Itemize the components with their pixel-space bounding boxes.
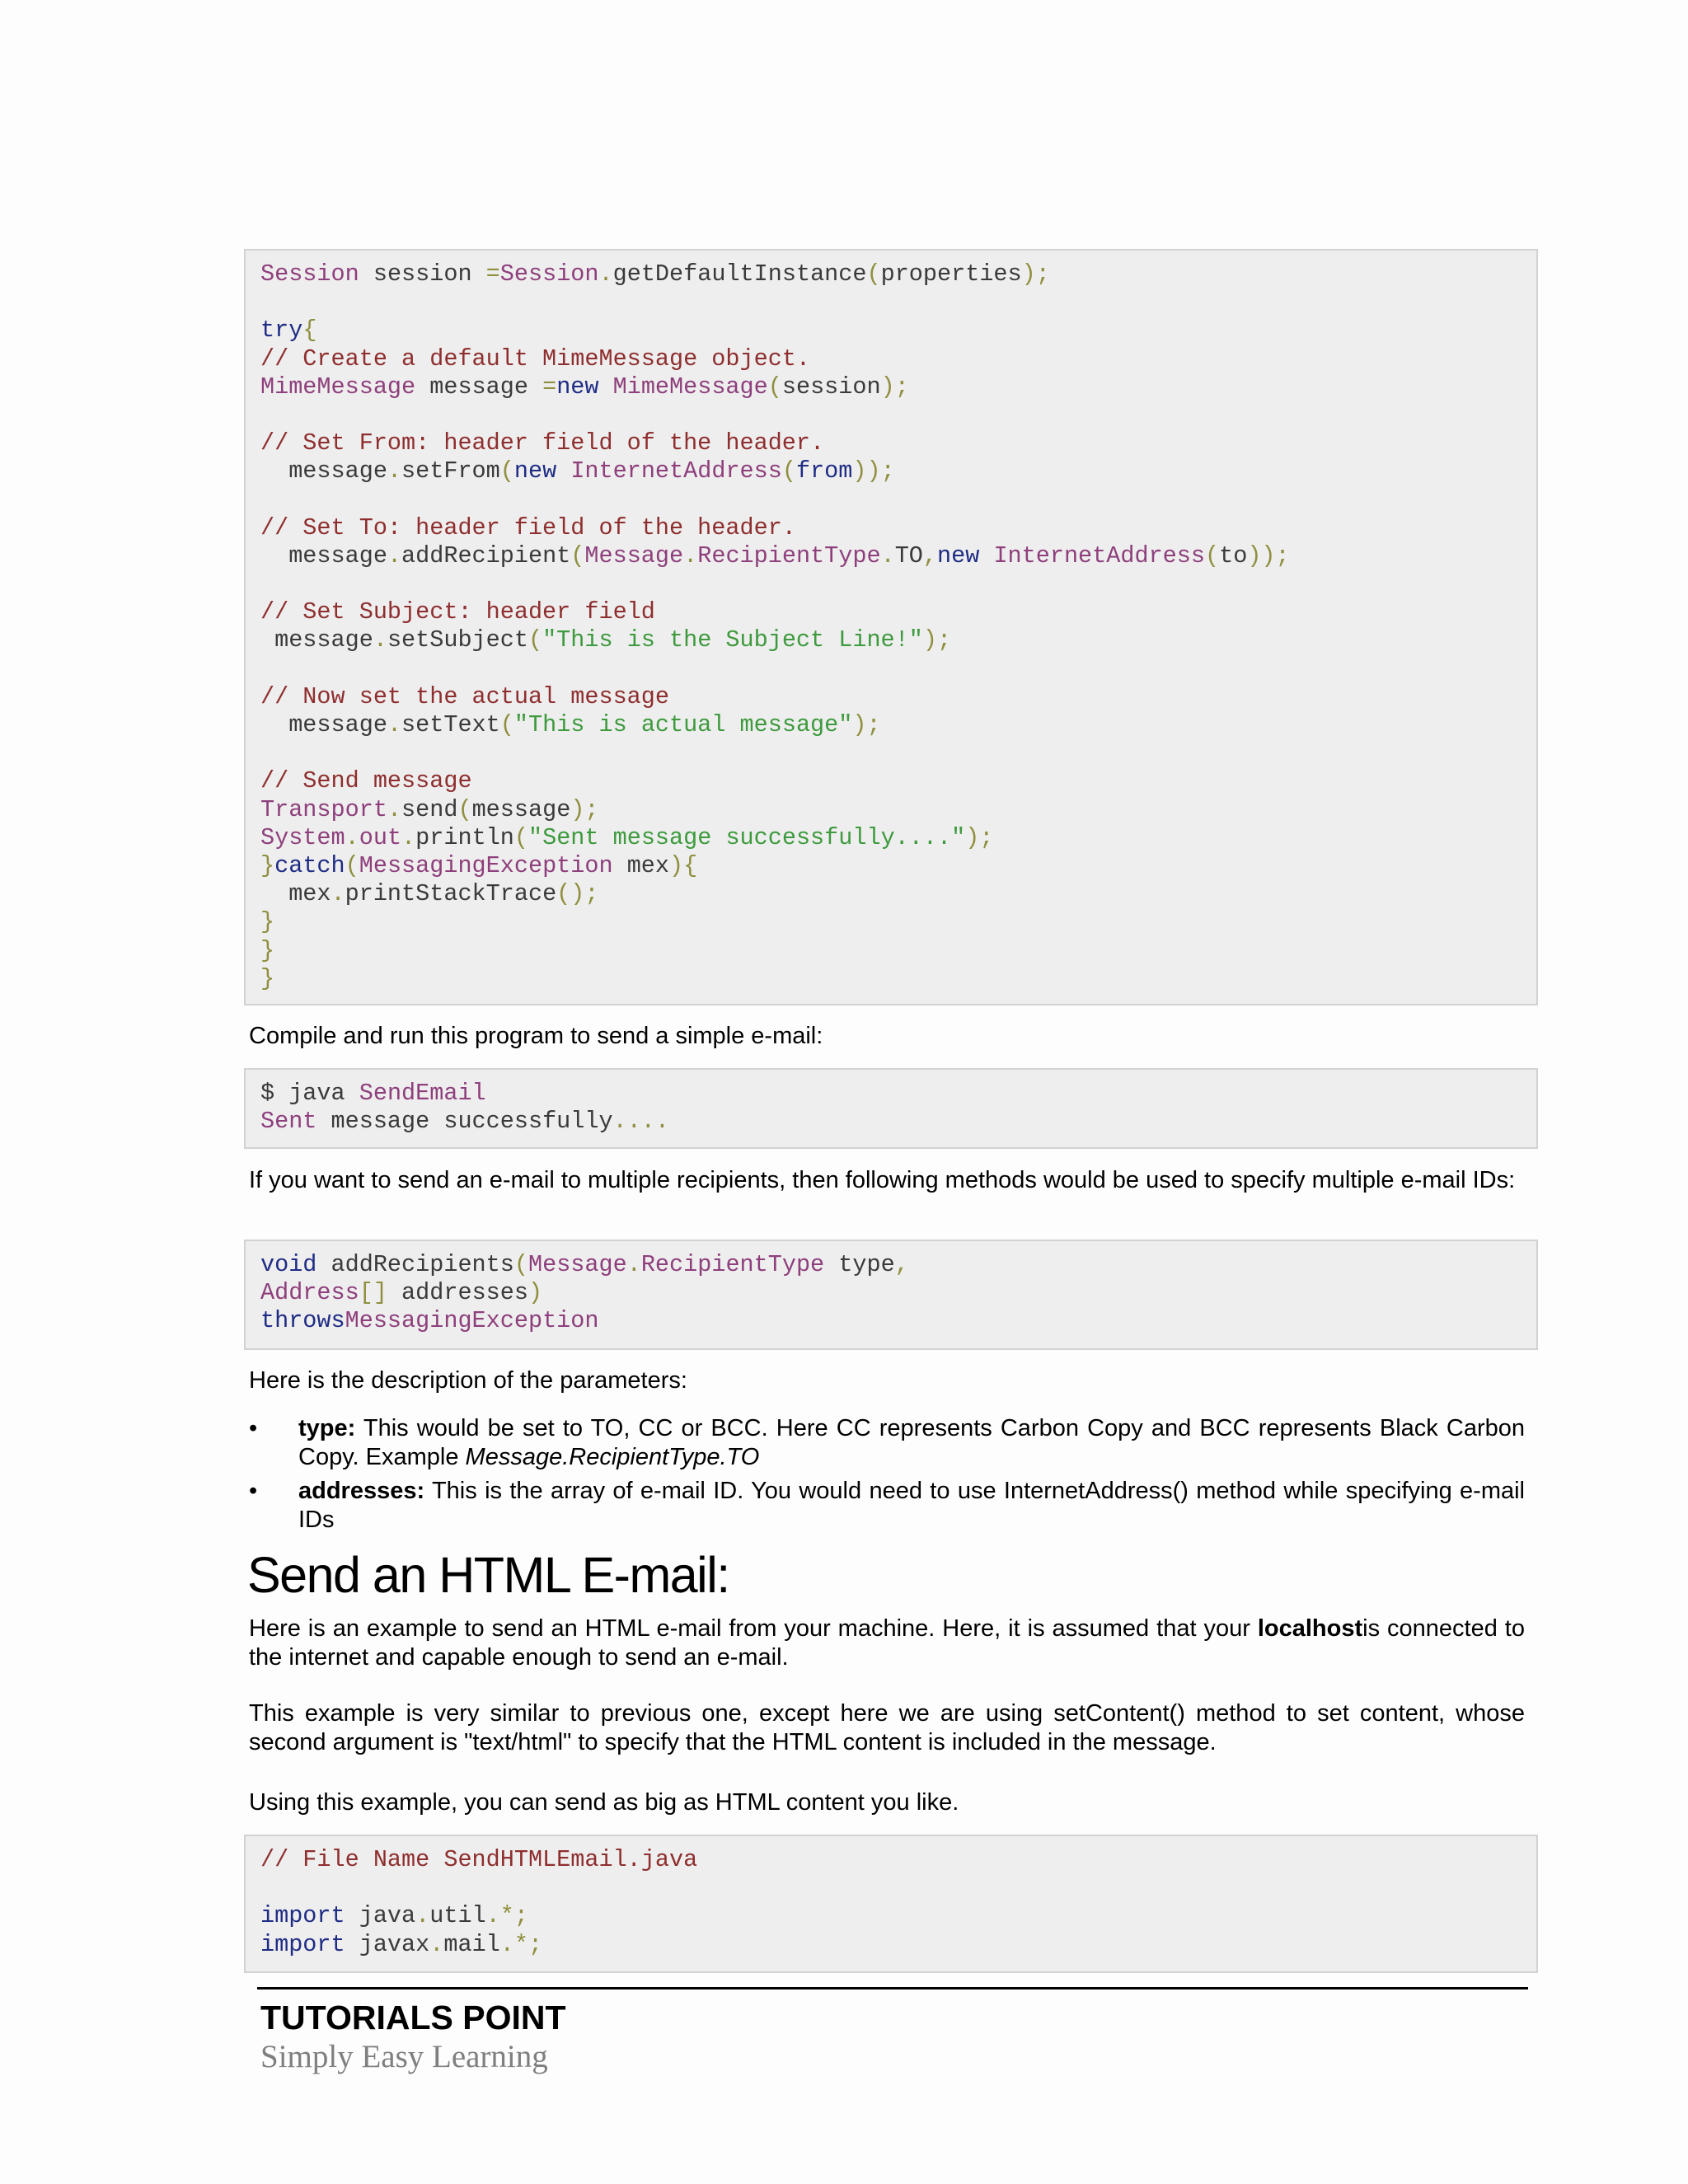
code-token: Message [528, 1251, 627, 1278]
paragraph-similar-example: This example is very similar to previous one, except here we are using setContent() method to set content, whose second argument is "text/html" to specify that the HTML content is included in the message. [249, 1700, 1525, 1755]
html-intro-localhost: localhost [1257, 1615, 1363, 1642]
code-line [260, 288, 1522, 316]
code-line [260, 316, 1522, 344]
code-token: // File Name SendHTMLEmail.java [260, 1846, 698, 1873]
code-token: TO [894, 541, 923, 569]
code-token: "This is actual message" [513, 711, 853, 738]
code-token: Sent [260, 1108, 317, 1136]
code-line [260, 514, 1522, 542]
code-token: . [429, 1930, 444, 1958]
code-token: out [359, 823, 402, 851]
code-token: message [260, 541, 387, 569]
code-token: ); [1021, 260, 1050, 288]
code-token: )); [1247, 541, 1290, 569]
code-token: )); [852, 457, 895, 485]
code-block-run-command [244, 1068, 1538, 1149]
code-token: void [260, 1251, 317, 1278]
code-token: . [415, 1902, 430, 1930]
code-token: . [331, 880, 345, 908]
code-token: from [795, 457, 853, 485]
list-item-addresses [249, 1477, 1525, 1535]
code-token: ) [528, 1279, 543, 1307]
code-token: RecipientType [697, 541, 881, 569]
code-token: ( [513, 1251, 528, 1278]
code-token: message [260, 457, 387, 485]
code-token: ); [880, 373, 909, 401]
code-token: ( [513, 823, 528, 851]
code-token: , [922, 541, 938, 569]
paragraph-params-intro: Here is the description of the parameters: [249, 1367, 687, 1394]
code-token: ); [922, 626, 952, 654]
code-line [260, 486, 1522, 514]
code-token: { [302, 316, 317, 344]
code-token: ( [528, 626, 543, 654]
html-intro-text-b: is connected to the internet and capable enough to send an e-mail. [249, 1615, 1525, 1671]
code-token: $ java [260, 1080, 359, 1107]
code-token: . [387, 711, 402, 738]
code-token: . [373, 626, 387, 654]
code-token: // Send message [260, 767, 472, 795]
code-token: . [387, 541, 402, 569]
code-token: = [542, 373, 557, 401]
code-token: // Create a default MimeMessage object. [260, 344, 811, 373]
code-token: throws [260, 1307, 345, 1335]
code-token: to [1219, 541, 1248, 569]
footer-tagline: Simply Easy Learning [260, 2039, 548, 2074]
code-token: addRecipients [316, 1251, 514, 1278]
code-line [260, 852, 1522, 880]
code-token: } [260, 851, 275, 879]
code-token: ( [345, 851, 359, 879]
code-token: message [471, 795, 571, 823]
code-token: ( [499, 711, 514, 738]
code-token: new [937, 541, 980, 569]
code-line [260, 1251, 1522, 1279]
code-line [260, 908, 1522, 936]
code-line [260, 711, 1522, 739]
code-token: type [824, 1251, 895, 1278]
code-line [260, 1279, 1522, 1307]
code-token: } [260, 908, 275, 936]
code-line [260, 1108, 1522, 1136]
code-token: . [626, 1251, 641, 1278]
code-token: MimeMessage [612, 373, 768, 401]
code-token: . [598, 260, 613, 288]
footer-divider [257, 1987, 1528, 1990]
code-token: . [683, 541, 698, 569]
code-token: printStackTrace [345, 880, 557, 908]
param-desc-type: This would be set to TO, CC or BCC. Here CC represents Carbon Copy and BCC represents Black Carbon Copy. Example [298, 1415, 1525, 1470]
code-token [556, 457, 570, 485]
param-desc-addresses: This is the array of e-mail ID. You would need to use InternetAddress() method while specifying e-mail IDs [298, 1478, 1525, 1533]
code-token: } [260, 936, 275, 964]
code-token: // Set To: header field of the header. [260, 513, 796, 541]
code-token: "This is the Subject Line!" [542, 626, 923, 654]
code-line [260, 880, 1522, 908]
code-token: session [359, 260, 486, 288]
code-token: message [260, 711, 387, 738]
code-token: = [485, 260, 500, 288]
code-token: new [513, 457, 557, 485]
code-line [260, 824, 1522, 852]
code-block-html-email [244, 1835, 1538, 1973]
code-token: session [781, 373, 881, 401]
code-token: import [260, 1902, 345, 1930]
paragraph-compile-run: Compile and run this program to send a simple e-mail: [249, 1023, 823, 1049]
code-token: InternetAddress [993, 541, 1205, 569]
section-heading: Send an HTML E-mail: [247, 1547, 729, 1603]
code-token: .... [612, 1108, 670, 1136]
code-token: util [429, 1902, 486, 1930]
code-line [260, 457, 1522, 485]
code-token: mex [612, 851, 670, 879]
code-token: ); [965, 823, 994, 851]
code-token: MessagingException [345, 1307, 599, 1335]
code-token: setFrom [401, 457, 500, 485]
code-token: getDefaultInstance [612, 260, 867, 288]
code-token: // Set From: header field of the header. [260, 429, 825, 457]
code-token: println [415, 823, 514, 851]
code-line [260, 260, 1522, 288]
code-token: // Set Subject: header field [260, 598, 655, 626]
code-line [260, 796, 1522, 824]
code-token: message [415, 373, 543, 401]
code-token: java [345, 1902, 416, 1930]
code-token: . [345, 823, 359, 851]
code-token: ( [570, 541, 585, 569]
code-token: Session [499, 260, 599, 288]
code-token: . [880, 541, 895, 569]
code-line [260, 542, 1522, 570]
code-token: send [401, 795, 458, 823]
code-token: new [556, 373, 599, 401]
code-token: ); [852, 711, 881, 738]
param-example-type: Message.RecipientType.TO [465, 1444, 760, 1470]
code-token: setText [401, 711, 500, 738]
code-token: setSubject [387, 626, 528, 654]
code-token [599, 373, 613, 401]
code-token: Session [260, 260, 359, 288]
code-token: mail [443, 1930, 500, 1958]
code-token [979, 542, 993, 569]
code-token: properties [880, 260, 1022, 288]
paragraph-multiple-recipients: If you want to send an e-mail to multiple recipients, then following methods would be used to specify multiple e-mail IDs: [249, 1167, 1516, 1193]
code-token: InternetAddress [570, 457, 782, 485]
paragraph-html-intro [249, 1615, 1525, 1672]
code-line [260, 683, 1522, 711]
code-line [260, 1307, 1522, 1335]
code-line [260, 767, 1522, 795]
code-token: addRecipient [401, 541, 571, 569]
code-token: try [260, 316, 303, 344]
code-line [260, 1080, 1522, 1108]
code-token: ( [457, 795, 472, 823]
code-token: } [260, 964, 275, 992]
code-line [260, 937, 1522, 965]
code-token: ( [781, 457, 796, 485]
code-token: import [260, 1930, 345, 1958]
code-token: ( [499, 457, 514, 485]
code-token: . [401, 823, 416, 851]
code-token: ); [570, 795, 599, 823]
code-token: ){ [669, 851, 698, 879]
code-line [260, 1931, 1522, 1959]
code-token: ( [866, 260, 881, 288]
list-item-type [249, 1414, 1525, 1472]
paragraph-big-content: Using this example, you can send as big as HTML content you like. [249, 1789, 959, 1816]
code-token: message successfully [316, 1108, 613, 1136]
code-line [260, 739, 1522, 767]
code-token: MimeMessage [260, 373, 416, 401]
code-block-add-recipients [244, 1240, 1538, 1350]
code-line [260, 401, 1522, 429]
code-token: "Sent message successfully...." [528, 823, 966, 851]
code-token: javax [345, 1930, 430, 1958]
code-token: (); [556, 880, 599, 908]
bullet-icon: • [249, 1478, 258, 1504]
code-line [260, 626, 1522, 654]
param-name-addresses: addresses: [298, 1478, 425, 1504]
footer-brand: TUTORIALS POINT [260, 1999, 566, 2036]
code-token: .*; [499, 1930, 543, 1958]
code-line [260, 429, 1522, 457]
code-token: mex [260, 880, 331, 908]
code-token: . [387, 457, 402, 485]
code-token: RecipientType [640, 1251, 825, 1278]
code-line [260, 570, 1522, 598]
code-token: catch [274, 851, 345, 879]
code-token: ( [1204, 541, 1220, 569]
html-intro-text-a: Here is an example to send an HTML e-mail from your machine. Here, it is assumed that your [249, 1615, 1258, 1642]
code-token: [] [359, 1279, 387, 1307]
code-line [260, 655, 1522, 683]
bullet-icon: • [249, 1415, 258, 1441]
code-token: Address [260, 1279, 359, 1307]
code-token: , [894, 1251, 909, 1278]
code-line [260, 345, 1522, 373]
code-line [260, 1902, 1522, 1930]
code-token: Transport [260, 795, 387, 823]
code-line [260, 598, 1522, 626]
code-line [260, 1846, 1522, 1874]
code-token: addresses [387, 1279, 528, 1307]
param-name-type: type: [298, 1415, 356, 1441]
code-line [260, 965, 1522, 993]
code-token: // Now set the actual message [260, 682, 669, 710]
code-token: ( [767, 373, 782, 401]
code-block-send-email [244, 249, 1538, 1005]
code-line [260, 1874, 1522, 1902]
parameter-list [249, 1414, 1525, 1540]
code-token: . [387, 795, 402, 823]
code-token: Message [584, 541, 684, 569]
code-line [260, 373, 1522, 401]
code-token: .*; [485, 1902, 528, 1930]
code-token: MessagingException [359, 851, 613, 879]
code-token: message [260, 626, 373, 654]
code-token: SendEmail [359, 1080, 486, 1107]
code-token: System [260, 823, 345, 851]
